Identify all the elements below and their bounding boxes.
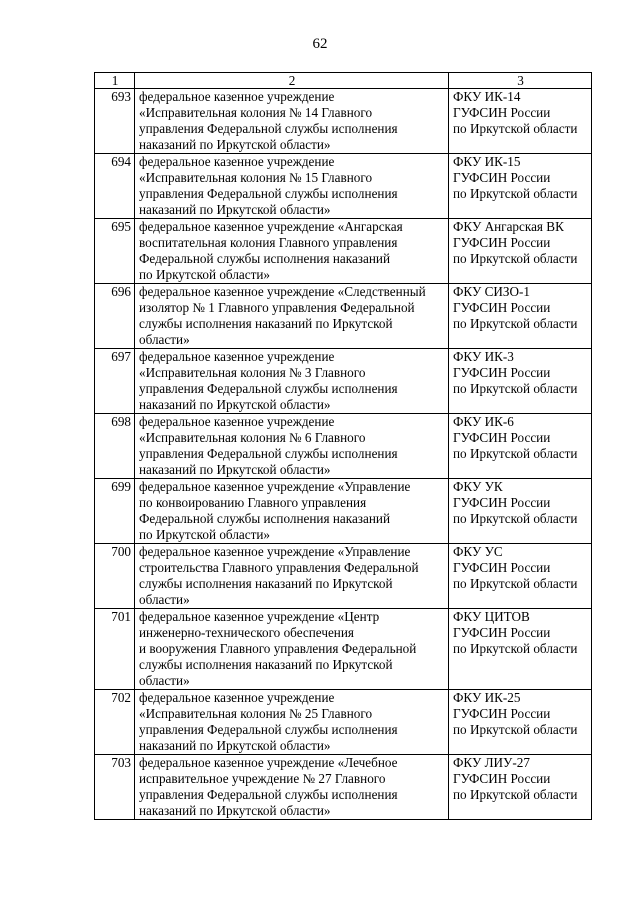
institution-full-name xyxy=(135,690,449,755)
short-name-line: ГУФСИН России xyxy=(453,365,551,380)
table-row xyxy=(95,755,592,820)
full-name-line: федеральное казенное учреждение xyxy=(139,154,335,169)
table-header xyxy=(95,73,592,89)
full-name-line: исправительное учреждение № 27 Главного xyxy=(139,771,386,786)
full-name-line: «Исправительная колония № 3 Главного xyxy=(139,365,366,380)
short-name-line: по Иркутской области xyxy=(453,316,578,331)
full-name-line: области» xyxy=(139,673,190,688)
institution-short-name xyxy=(449,349,592,414)
row-number: 697 xyxy=(95,349,135,414)
full-name-line: федеральное казенное учреждение xyxy=(139,414,335,429)
column-header-2: 2 xyxy=(135,73,449,89)
short-name-line: ГУФСИН России xyxy=(453,706,551,721)
full-name-line: Федеральной службы исполнения наказаний xyxy=(139,511,391,526)
short-name-line: ГУФСИН России xyxy=(453,771,551,786)
full-name-line: наказаний по Иркутской области» xyxy=(139,803,331,818)
full-name-line: службы исполнения наказаний по Иркутской xyxy=(139,657,393,672)
short-name-line: ФКУ Ангарская ВК xyxy=(453,219,564,234)
full-name-line: «Исправительная колония № 6 Главного xyxy=(139,430,366,445)
short-name-line: ФКУ ЛИУ-27 xyxy=(453,755,530,770)
full-name-line: федеральное казенное учреждение xyxy=(139,690,335,705)
full-name-line: управления Федеральной службы исполнения xyxy=(139,121,398,136)
institution-full-name xyxy=(135,414,449,479)
short-name-line: ГУФСИН России xyxy=(453,170,551,185)
full-name-line: воспитательная колония Главного управления xyxy=(139,235,398,250)
full-name-line: «Исправительная колония № 14 Главного xyxy=(139,105,373,120)
short-name-line: по Иркутской области xyxy=(453,446,578,461)
institution-short-name xyxy=(449,219,592,284)
table-body xyxy=(95,89,592,820)
institution-full-name xyxy=(135,89,449,154)
row-number: 699 xyxy=(95,479,135,544)
institution-full-name xyxy=(135,284,449,349)
institution-full-name xyxy=(135,219,449,284)
institution-short-name xyxy=(449,609,592,690)
short-name-line: ГУФСИН России xyxy=(453,235,551,250)
short-name-line: ФКУ ЦИТОВ xyxy=(453,609,530,624)
table-row xyxy=(95,89,592,154)
full-name-line: службы исполнения наказаний по Иркутской xyxy=(139,576,393,591)
short-name-line: ФКУ ИК-25 xyxy=(453,690,521,705)
table-row xyxy=(95,154,592,219)
column-header-1: 1 xyxy=(95,73,135,89)
short-name-line: по Иркутской области xyxy=(453,381,578,396)
full-name-line: федеральное казенное учреждение «Ангарская xyxy=(139,219,403,234)
short-name-line: ФКУ ИК-14 xyxy=(453,89,521,104)
short-name-line: ГУФСИН России xyxy=(453,495,551,510)
full-name-line: Федеральной службы исполнения наказаний xyxy=(139,251,391,266)
table-row xyxy=(95,690,592,755)
short-name-line: ГУФСИН России xyxy=(453,625,551,640)
full-name-line: по Иркутской области» xyxy=(139,267,271,282)
full-name-line: управления Федеральной службы исполнения xyxy=(139,787,398,802)
institution-short-name xyxy=(449,414,592,479)
short-name-line: по Иркутской области xyxy=(453,186,578,201)
full-name-line: инженерно-технического обеспечения xyxy=(139,625,354,640)
institution-short-name xyxy=(449,690,592,755)
full-name-line: наказаний по Иркутской области» xyxy=(139,462,331,477)
institution-full-name xyxy=(135,609,449,690)
short-name-line: ГУФСИН России xyxy=(453,430,551,445)
table-row xyxy=(95,349,592,414)
full-name-line: федеральное казенное учреждение «Центр xyxy=(139,609,380,624)
row-number: 696 xyxy=(95,284,135,349)
row-number: 702 xyxy=(95,690,135,755)
table-row xyxy=(95,609,592,690)
full-name-line: наказаний по Иркутской области» xyxy=(139,137,331,152)
institution-short-name xyxy=(449,755,592,820)
table-row xyxy=(95,479,592,544)
row-number: 703 xyxy=(95,755,135,820)
table-row xyxy=(95,219,592,284)
institution-short-name xyxy=(449,479,592,544)
institution-short-name xyxy=(449,154,592,219)
short-name-line: ГУФСИН России xyxy=(453,560,551,575)
short-name-line: по Иркутской области xyxy=(453,722,578,737)
short-name-line: по Иркутской области xyxy=(453,121,578,136)
full-name-line: наказаний по Иркутской области» xyxy=(139,202,331,217)
short-name-line: ФКУ ИК-3 xyxy=(453,349,514,364)
short-name-line: ФКУ УС xyxy=(453,544,503,559)
short-name-line: по Иркутской области xyxy=(453,787,578,802)
full-name-line: федеральное казенное учреждение «Следственный xyxy=(139,284,426,299)
full-name-line: наказаний по Иркутской области» xyxy=(139,397,331,412)
full-name-line: управления Федеральной службы исполнения xyxy=(139,446,398,461)
institutions-table xyxy=(94,72,592,820)
institution-short-name xyxy=(449,284,592,349)
column-header-3: 3 xyxy=(449,73,592,89)
full-name-line: федеральное казенное учреждение xyxy=(139,89,335,104)
page-number: 62 xyxy=(312,36,328,52)
full-name-line: управления Федеральной службы исполнения xyxy=(139,381,398,396)
short-name-line: по Иркутской области xyxy=(453,641,578,656)
full-name-line: строительства Главного управления Федеральной xyxy=(139,560,419,575)
short-name-line: ФКУ ИК-6 xyxy=(453,414,514,429)
row-number: 694 xyxy=(95,154,135,219)
row-number: 698 xyxy=(95,414,135,479)
full-name-line: и вооружения Главного управления Федеральной xyxy=(139,641,417,656)
full-name-line: области» xyxy=(139,332,190,347)
short-name-line: по Иркутской области xyxy=(453,511,578,526)
full-name-line: федеральное казенное учреждение «Управление xyxy=(139,544,411,559)
short-name-line: по Иркутской области xyxy=(453,251,578,266)
full-name-line: федеральное казенное учреждение «Управление xyxy=(139,479,411,494)
institution-full-name xyxy=(135,755,449,820)
short-name-line: ФКУ ИК-15 xyxy=(453,154,521,169)
full-name-line: федеральное казенное учреждение xyxy=(139,349,335,364)
short-name-line: ФКУ СИЗО-1 xyxy=(453,284,531,299)
short-name-line: ФКУ УК xyxy=(453,479,503,494)
table-row xyxy=(95,284,592,349)
full-name-line: по конвоированию Главного управления xyxy=(139,495,367,510)
full-name-line: наказаний по Иркутской области» xyxy=(139,738,331,753)
institution-full-name xyxy=(135,479,449,544)
short-name-line: ГУФСИН России xyxy=(453,105,551,120)
full-name-line: «Исправительная колония № 15 Главного xyxy=(139,170,373,185)
row-number: 695 xyxy=(95,219,135,284)
full-name-line: службы исполнения наказаний по Иркутской xyxy=(139,316,393,331)
row-number: 700 xyxy=(95,544,135,609)
full-name-line: управления Федеральной службы исполнения xyxy=(139,186,398,201)
row-number: 701 xyxy=(95,609,135,690)
row-number: 693 xyxy=(95,89,135,154)
full-name-line: изолятор № 1 Главного управления Федеральной xyxy=(139,300,415,315)
full-name-line: управления Федеральной службы исполнения xyxy=(139,722,398,737)
full-name-line: федеральное казенное учреждение «Лечебное xyxy=(139,755,398,770)
table-row xyxy=(95,544,592,609)
institution-short-name xyxy=(449,89,592,154)
short-name-line: ГУФСИН России xyxy=(453,300,551,315)
institution-short-name xyxy=(449,544,592,609)
full-name-line: по Иркутской области» xyxy=(139,527,271,542)
table-row xyxy=(95,414,592,479)
full-name-line: области» xyxy=(139,592,190,607)
full-name-line: «Исправительная колония № 25 Главного xyxy=(139,706,373,721)
short-name-line: по Иркутской области xyxy=(453,576,578,591)
institution-full-name xyxy=(135,154,449,219)
header-row xyxy=(95,73,592,89)
institution-full-name xyxy=(135,349,449,414)
institution-full-name xyxy=(135,544,449,609)
